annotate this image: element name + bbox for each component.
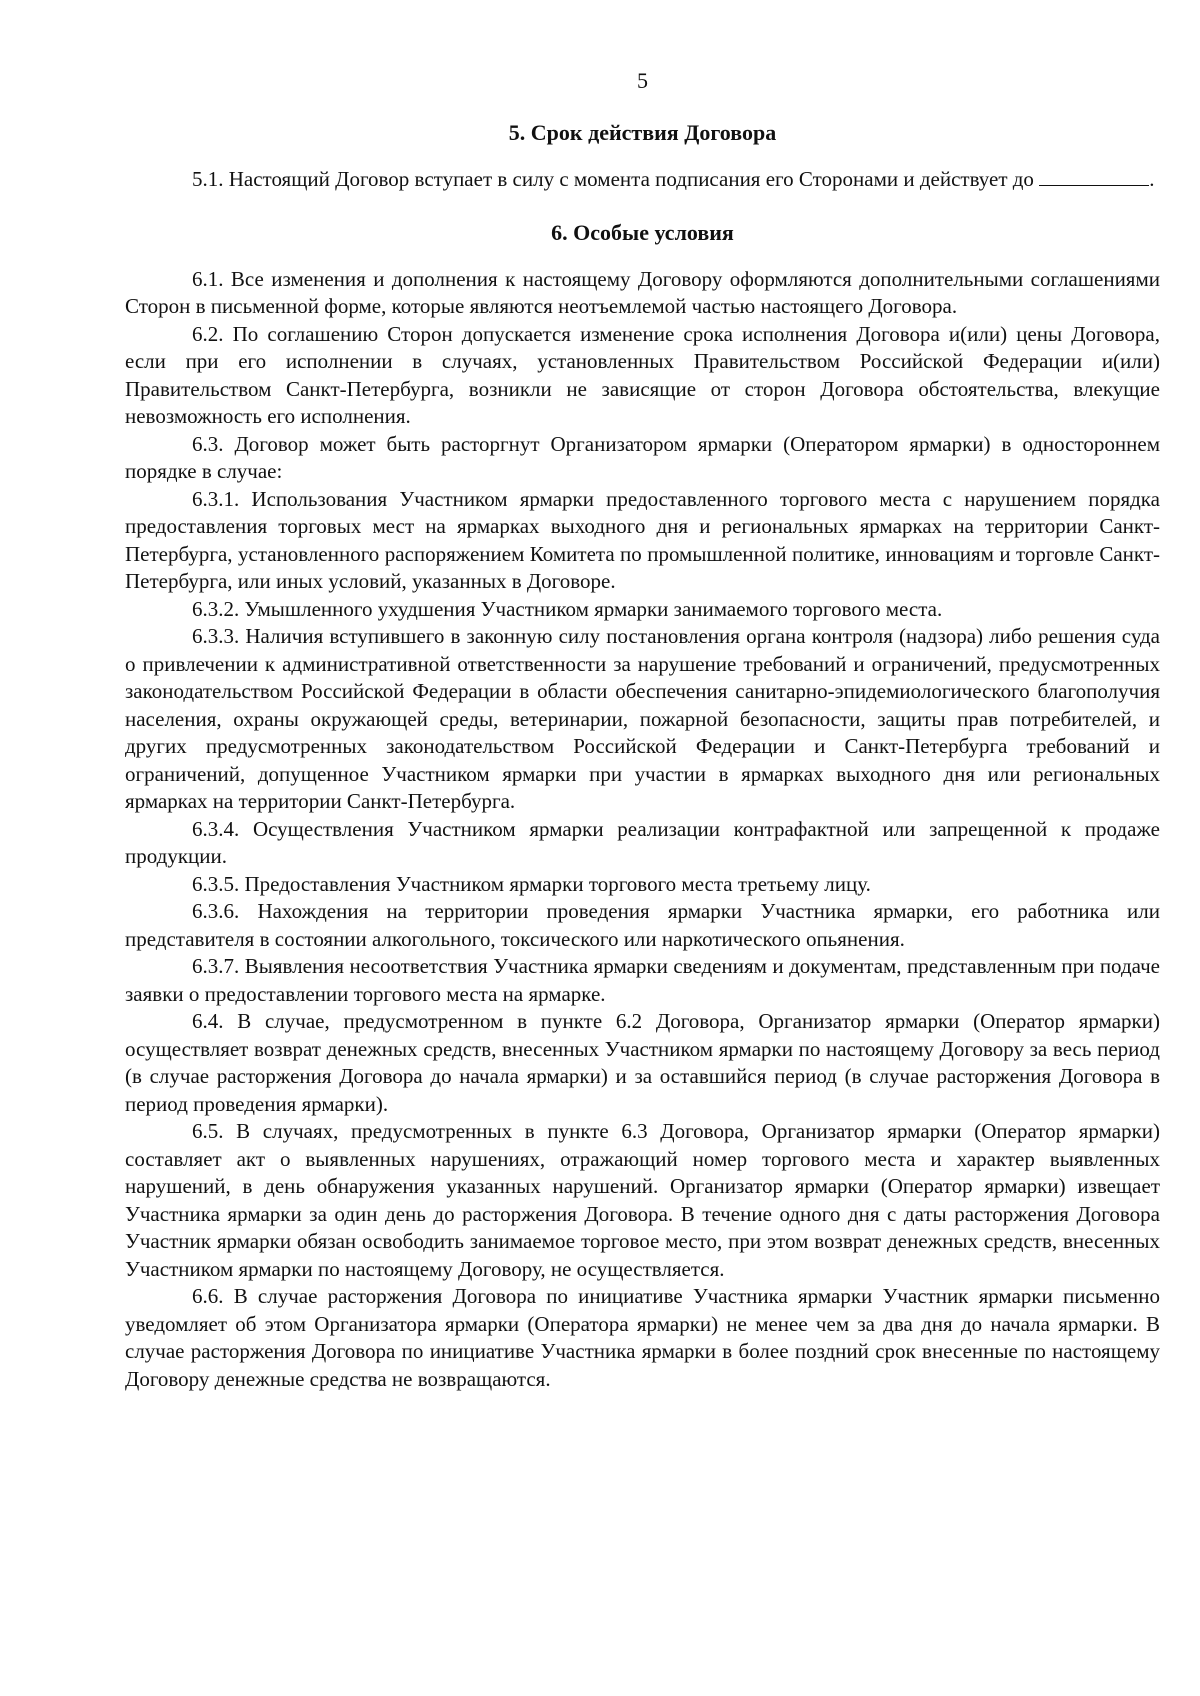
- paragraph-6-3-5: 6.3.5. Предоставления Участником ярмарки торгового места третьему лицу.: [192, 871, 871, 896]
- date-blank-line: [1039, 167, 1149, 186]
- paragraph-6-3-1: 6.3.1. Использования Участником ярмарки предоставленного торгового места с нарушением порядка предоставления торговых мест на ярмарках выходного дня и региональных ярмарках на территории Санкт-Петербурга, установленного распоряжением Комитета по промышленной политике, инновациям и торговле Санкт-Петербурга, или иных условий, указанных в Договоре.: [125, 486, 1160, 593]
- paragraph-5-1-text: 5.1. Настоящий Договор вступает в силу с момента подписания его Сторонами и действует до: [192, 167, 1034, 191]
- paragraph-5-1: 5.1. Настоящий Договор вступает в силу с момента подписания его Сторонами и действует до .: [192, 167, 1155, 191]
- paragraph-6-3-7: 6.3.7. Выявления несоответствия Участника ярмарки сведениям и документам, представленным при подаче заявки о предоставлении торгового места на ярмарке.: [125, 954, 1160, 1006]
- paragraph-6-3-6: 6.3.6. Нахождения на территории проведения ярмарки Участника ярмарки, его работника или представителя в состоянии алкогольного, токсического или наркотического опьянения.: [125, 899, 1160, 951]
- page-number: 5: [637, 68, 648, 93]
- paragraph-6-3-3: 6.3.3. Наличия вступившего в законную силу постановления органа контроля (надзора) либо решения суда о привлечении к административной ответственности за нарушение требований и ограничений, предусмотренных законодательством Российской Федерации в области обеспечения санитарно-эпидемиологического благополучия населения, охраны окружающей среды, ветеринарии, пожарной безопасности, защиты прав потребителей, и других предусмотренных законодательством Российской Федерации и Санкт-Петербурга требований и ограничений, допущенное Участником ярмарки при участии в ярмарках выходного дня или региональных ярмарках на территории Санкт-Петербурга.: [125, 624, 1160, 813]
- paragraph-6-3-2: 6.3.2. Умышленного ухудшения Участником ярмарки занимаемого торгового места.: [192, 596, 943, 621]
- paragraph-6-4: 6.4. В случае, предусмотренном в пункте 6.2 Договора, Организатор ярмарки (Оператор ярмарки) осуществляет возврат денежных средств, внесенных Участником ярмарки по настоящему Договору за весь период (в случае расторжения Договора до начала ярмарки) и за оставшийся период (в случае расторжения Договора в период проведения ярмарки).: [125, 1009, 1160, 1116]
- paragraph-6-3-4: 6.3.4. Осуществления Участником ярмарки реализации контрафактной или запрещенной к продаже продукции.: [125, 816, 1160, 868]
- paragraph-6-5: 6.5. В случаях, предусмотренных в пункте 6.3 Договора, Организатор ярмарки (Оператор ярмарки) составляет акт о выявленных нарушениях, отражающий номер торгового места и характер выявленных нарушений, в день обнаружения указанных нарушений. Организатор ярмарки (Оператор ярмарки) извещает Участника ярмарки за один день до расторжения Договора. В течение одного дня с даты расторжения Договора Участник ярмарки обязан освободить занимаемое торговое место, при этом возврат денежных средств, внесенных Участником ярмарки по настоящему Договору, не осуществляется.: [125, 1119, 1160, 1281]
- paragraph-6-3: 6.3. Договор может быть расторгнут Организатором ярмарки (Оператором ярмарки) в одностороннем порядке в случае:: [125, 431, 1160, 483]
- paragraph-6-6: 6.6. В случае расторжения Договора по инициативе Участника ярмарки Участник ярмарки письменно уведомляет об этом Организатора ярмарки (Оператора ярмарки) не менее чем за два дня до начала ярмарки. В случае расторжения Договора по инициативе Участника ярмарки в более поздний срок внесенные по настоящему Договору денежные средства не возвращаются.: [125, 1284, 1160, 1391]
- section-title-5: 5. Срок действия Договора: [508, 120, 777, 145]
- paragraph-6-2: 6.2. По соглашению Сторон допускается изменение срока исполнения Договора и(или) цены Договора, если при его исполнении в случаях, установленных Правительством Российской Федерации и(или) Правительством Санкт-Петербурга, возникли не зависящие от сторон Договора обстоятельства, влекущие невозможность его исполнения.: [125, 321, 1160, 428]
- paragraph-6-1: 6.1. Все изменения и дополнения к настоящему Договору оформляются дополнительными соглашениями Сторон в письменной форме, которые являются неотъемлемой частью настоящего Договора.: [125, 266, 1160, 318]
- document-page: [125, 68, 1160, 1393]
- section-title-6: 6. Особые условия: [551, 219, 734, 245]
